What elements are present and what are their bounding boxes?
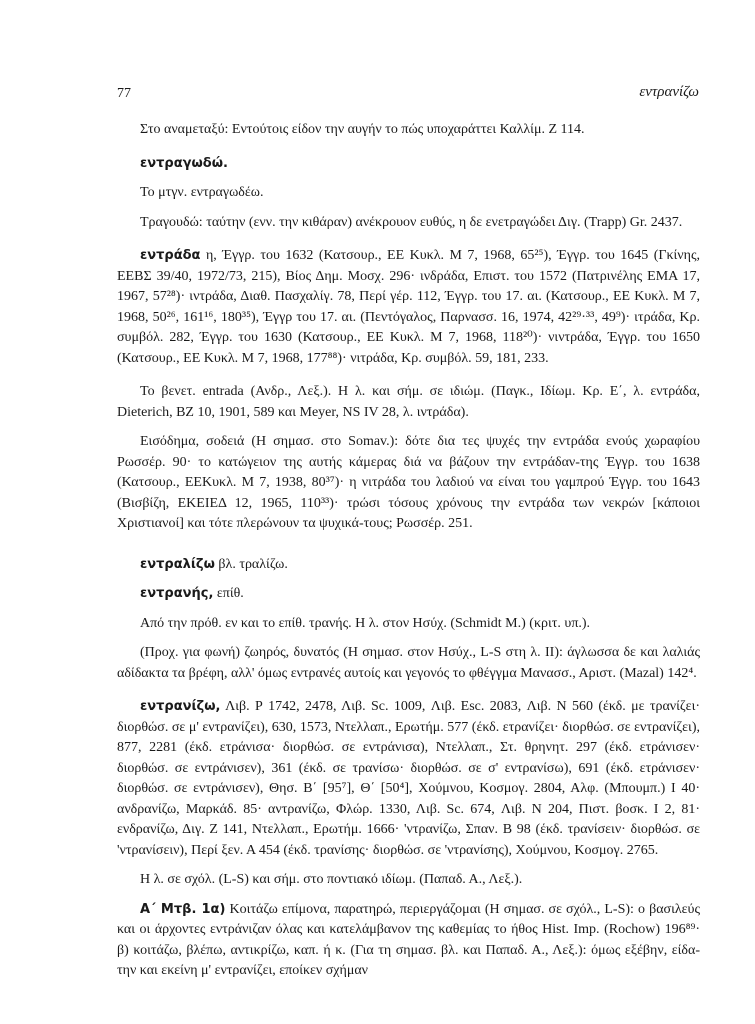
entry-heading (117, 154, 700, 175)
paragraph (117, 643, 700, 684)
paragraph (117, 382, 700, 423)
paragraph (117, 120, 700, 141)
entry (117, 555, 700, 576)
paragraph-text: Στο αναμεταξύ: Εντούτοις είδον την αυγήν το πώς υποχαράττει Καλλίμ. Ζ 114. (140, 122, 585, 137)
paragraph-text: Από την πρόθ. εν και το επίθ. τρανής. Η λ. στον Ησύχ. (Schmidt M.) (κριτ. υπ.). (140, 615, 591, 631)
paragraph-text: επίθ. (213, 586, 244, 601)
paragraph (117, 870, 700, 891)
sense (117, 900, 700, 982)
entry (117, 246, 700, 369)
paragraph (117, 213, 700, 234)
headword: εντραγωδώ. (140, 155, 228, 171)
paragraph-text: Η λ. σε σχόλ. (L-S) και σήμ. στο ποντιακό ιδίωμ. (Παπαδ. Α., Λεξ.). (140, 872, 523, 887)
paragraph-text: (Προχ. για φωνή) ζωηρός, δυνατός (Η σημασ. στον Ησύχ., L-S στη λ. II): άγλωσσα δε και λαλιάς αδίδακτα τα βρέφη, αλλ' όμως εντρανές αυτοίς και γεγονός το φθέγγμα Μανασσ., Αριστ. (Mazal) 142⁴. (117, 645, 700, 681)
paragraph-text: Κοιτάζω επίμονα, παρατηρώ, περιεργάζομαι (Η σημασ. σε σχόλ., L-S): ο βασιλεύς και οι άρχοντες εντράνιζαν όλας και κατελάμβανον της καθεμίας το ήθος Hist. Imp. (Rochow) 196⁸⁹· β) κοιτάζω, βλέπω, αντικρίζω, καπ. ή κ. (Για τη σημασ. βλ. και Παπαδ. Α., Λεξ.): όμως εξέβην, είδα-την και εκείνη μ' εντρανίζει, εποίκεν σχήμαν (117, 901, 700, 978)
paragraph-text: βλ. τραλίζω. (214, 556, 288, 572)
headword: εντρανής, (140, 586, 214, 601)
paragraph-text: Τραγουδώ: ταύτην (ενν. την κιθάραν) ανέκρουον ευθύς, η δε ενετραγώδει Διγ. (Trapp) Gr. 2437. (140, 214, 683, 230)
paragraph-text: Το βενετ. entrada (Ανδρ., Λεξ.). Η λ. και σήμ. σε ιδιώμ. (Παγκ., Ιδίωμ. Κρ. Ε΄, λ. εντράδα, Dieterich, BZ 10, 1901, 589 και Meyer, NS IV 28, λ. ιντράδα). (117, 384, 700, 420)
paragraph-text: η, Έγγρ. του 1632 (Κατσουρ., ΕΕ Κυκλ. Μ 7, 1968, 65²⁵), Έγγρ. του 1645 (Γκίνης, ΕΕΒΣ 39/40, 1972/73, 215), Βίος Δημ. Μοσχ. 296· ινδράδα, Επιστ. του 1572 (Πατρινέλης ΕΜΑ 17, 1967, 57²⁸)· ιντράδα, Διαθ. Πασχαλίγ. 78, Περί γέρ. 112, Έγγρ. του 17. αι. (Κατσουρ., ΕΕ Κυκλ. Μ 7, 1968, 50²⁶, 161¹⁶, 180³⁵), Έγγρ του 17. αι. (Πεντόγαλος, Παρνασσ. 16, 1974, 42²⁹·³³, 49⁹)· ιτράδα, Κρ. συμβόλ. 282, Έγγρ. του 1630 (Κατσουρ., ΕΕ Κυκλ. Μ 7, 1968, 118²⁰)· νιντράδα, Έγγρ. του 1650 (Κατσουρ., ΕΕ Κυκλ. Μ 7, 1968, 177⁸⁸)· νιτράδα, Κρ. συμβόλ. 59, 181, 233. (117, 248, 700, 366)
entry (117, 584, 700, 605)
headword: εντρανίζω, (140, 699, 221, 714)
page-number: 77 (117, 86, 131, 101)
paragraph (117, 183, 700, 204)
entry (117, 697, 700, 861)
paragraph-text: Λιβ. Ρ 1742, 2478, Λιβ. Sc. 1009, Λιβ. Esc. 2083, Λιβ. Ν 560 (έκδ. με τρανίζει· διορθώσ. σε μ' εντρανίζει), 630, 1573, Ντελλαπ., Ερωτήμ. 577 (έκδ. ετρανίζει· διορθώσ. σε εντρανίζει), 877, 2281 (έκδ. ετράνισα· διορθώσ. σε εντράνισα), Ντελλαπ., Στ. θρηνητ. 297 (έκδ. ετράνισεν· διορθώσ. σε εντράνισεν), 361 (έκδ. σε τρανίσω· διορθώσ. σε σ' εντρανίσω), 691 (έκδ. ετράνισεν· διορθώσ. σε εντράνισεν), Θησ. Β΄ [95⁷], Θ΄ [50⁴], Χούμνου, Κοσμογ. 2804, Αλφ. (Μπουμπ.) Ι 40· ανδρανίζω, Μαρκάδ. 85· αντρανίζω, Φλώρ. 1330, Λιβ. Sc. 674, Λιβ. Ν 204, Πιστ. βοσκ. Ι 2, 81· ενδρανίζω, Διγ. Ζ 141, Ντελλαπ., Ερωτήμ. 1666· 'ντρανίζω, Σπαν. Β 98 (έκδ. τρανίσειν· διορθώσ. σε 'ντρανίσειν), Περί ξεν. Α 454 (έκδ. τρανίσης· διορθώσ. σε 'ντρανίσης), Χούμνου, Κοσμογ. 2765. (117, 699, 700, 858)
paragraph-text: Το μτγν. εντραγωδέω. (140, 185, 264, 200)
sense-label: Α΄ Μτβ. 1α) (140, 901, 226, 917)
paragraph (117, 614, 700, 635)
headword: εντράδα (140, 248, 201, 263)
running-head: εντρανίζω (639, 84, 699, 100)
paragraph-text: Εισόδημα, σοδειά (Η σημασ. στο Somav.): δότε δια τες ψυχές την εντράδα ενούς χωραφίου Ρωσσέρ. 90· το κατώγειον της αυτής κάμερας διά να βάζουν την εντράδαν-της Έγγρ. του 1638 (Κατσουρ., ΕΕΚυκλ. Μ 7, 1938, 80³⁷)· η νιτράδα του λαδιού να είναι του γαμπρού Έγγρ. του 1643 (Βισβίζη, ΕΚΕΙΕΔ 12, 1965, 110³³)· τρώσι τόσους χρόνους την εντράδα των νεκρών [κάποιοι Χριστιανοί] και τότε πλερώνουν τα ψυχικά-τους; Ρωσσέρ. 251. (117, 434, 700, 531)
dictionary-text (117, 120, 700, 982)
headword: εντραλίζω (140, 556, 215, 572)
paragraph (117, 432, 700, 535)
